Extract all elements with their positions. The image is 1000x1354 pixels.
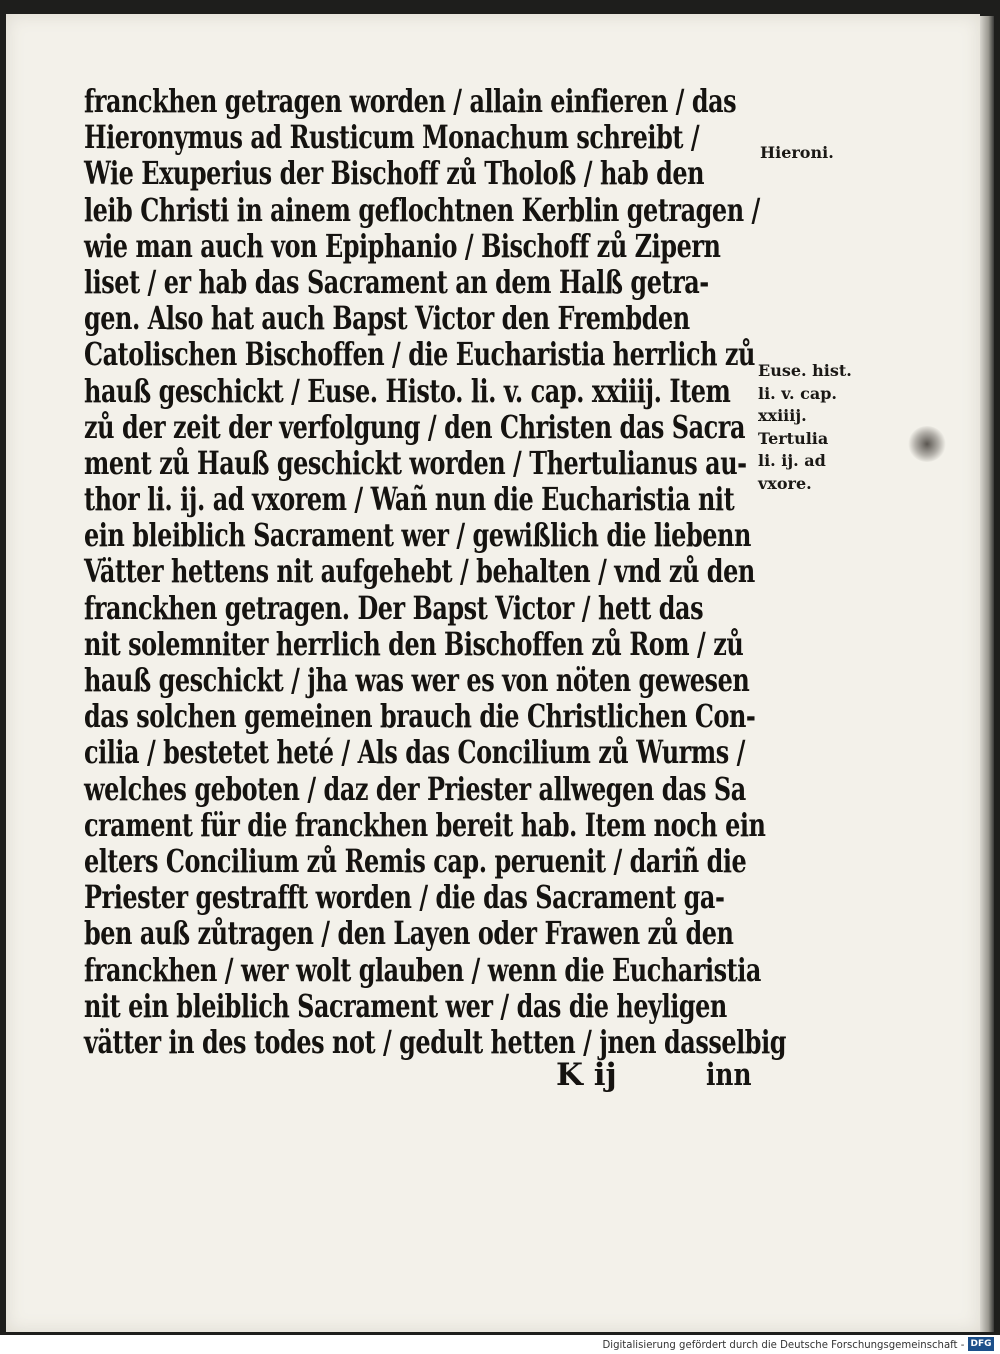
dfg-logo: DFG bbox=[968, 1337, 994, 1351]
text-line: vätter in des todes not / gedult hetten / jnen dasselbig bbox=[84, 1023, 787, 1061]
footer-credit: Digitalisierung gefördert durch die Deutsche Forschungsgemeinschaft - bbox=[602, 1338, 964, 1351]
text-line: Wie Exuperius der Bischoff zů Tholoß / hab den bbox=[84, 155, 705, 193]
text-line: crament für die franckhen bereit hab. Item noch ein bbox=[84, 806, 766, 844]
margin-note-line: Tertulia bbox=[758, 428, 829, 448]
text-line: wie man auch von Epiphanio / Bischoff zů Zipern bbox=[84, 227, 721, 265]
margin-note-eusebius-tertullian bbox=[758, 360, 852, 495]
text-line: hauß geschickt / jha was wer es von nöten gewesen bbox=[84, 662, 750, 699]
margin-note-hieronymus: Hieroni. bbox=[760, 143, 834, 162]
text-line: liset / er hab das Sacrament an dem Halß getra- bbox=[84, 263, 709, 301]
text-line: welches geboten / daz der Priester allwegen das Sa bbox=[84, 770, 746, 808]
text-line: nit ein bleiblich Sacrament wer / das die heyligen bbox=[84, 987, 727, 1025]
catchword: inn bbox=[706, 1057, 752, 1093]
margin-note-line: li. v. cap. bbox=[758, 383, 837, 403]
text-line: ment zů Hauß geschickt worden / Thertulianus au- bbox=[84, 444, 747, 482]
text-line: Vätter hettens nit aufgehebt / behalten / vnd zů den bbox=[84, 553, 755, 591]
text-line: ben auß zůtragen / den Layen oder Frawen zů den bbox=[84, 915, 734, 953]
text-line: Priester gestrafft worden / die das Sacrament ga- bbox=[84, 879, 725, 917]
text-line: leib Christi in ainem geflochtnen Kerblin getragen / bbox=[84, 191, 760, 229]
text-line: zů der zeit der verfolgung / den Christen das Sacra bbox=[84, 408, 746, 446]
text-line: cilia / bestetet heté / Als das Concilium zů Wurms / bbox=[84, 734, 745, 772]
ink-stain bbox=[908, 426, 946, 462]
margin-note-line: Euse. hist. bbox=[758, 361, 852, 380]
page-edge bbox=[980, 16, 994, 1332]
body-text bbox=[84, 83, 787, 1061]
margin-note-line: vxore. bbox=[758, 473, 812, 493]
text-line: Catolischen Bischoffen / die Eucharistia herrlich zů bbox=[84, 336, 756, 374]
text-line: franckhen getragen. Der Bapst Victor / hett das bbox=[84, 589, 704, 627]
text-line: elters Concilium zů Remis cap. peruenit / dariñ die bbox=[84, 842, 747, 880]
signature-mark: K ij bbox=[556, 1057, 617, 1093]
text-line: hauß geschickt / Euse. Histo. li. v. cap. xxiiij. Item bbox=[84, 372, 731, 410]
text-line: ein bleiblich Sacrament wer / gewißlich die liebenn bbox=[84, 517, 751, 555]
text-line: nit solemniter herrlich den Bischoffen zů Rom / zů bbox=[84, 625, 744, 663]
margin-note-line: xxiiij. bbox=[758, 406, 807, 425]
text-line: gen. Also hat auch Bapst Victor den Frembden bbox=[84, 300, 690, 338]
text-line: franckhen getragen worden / allain einfieren / das bbox=[84, 83, 737, 120]
text-line: das solchen gemeinen brauch die Christlichen Con- bbox=[84, 698, 756, 736]
text-line: franckhen / wer wolt glauben / wenn die Eucharistia bbox=[84, 951, 761, 989]
text-line: Hieronymus ad Rusticum Monachum schreibt / bbox=[84, 119, 700, 157]
text-line: thor li. ij. ad vxorem / Wañ nun die Eucharistia nit bbox=[84, 481, 735, 519]
margin-note-line: li. ij. ad bbox=[758, 451, 826, 470]
